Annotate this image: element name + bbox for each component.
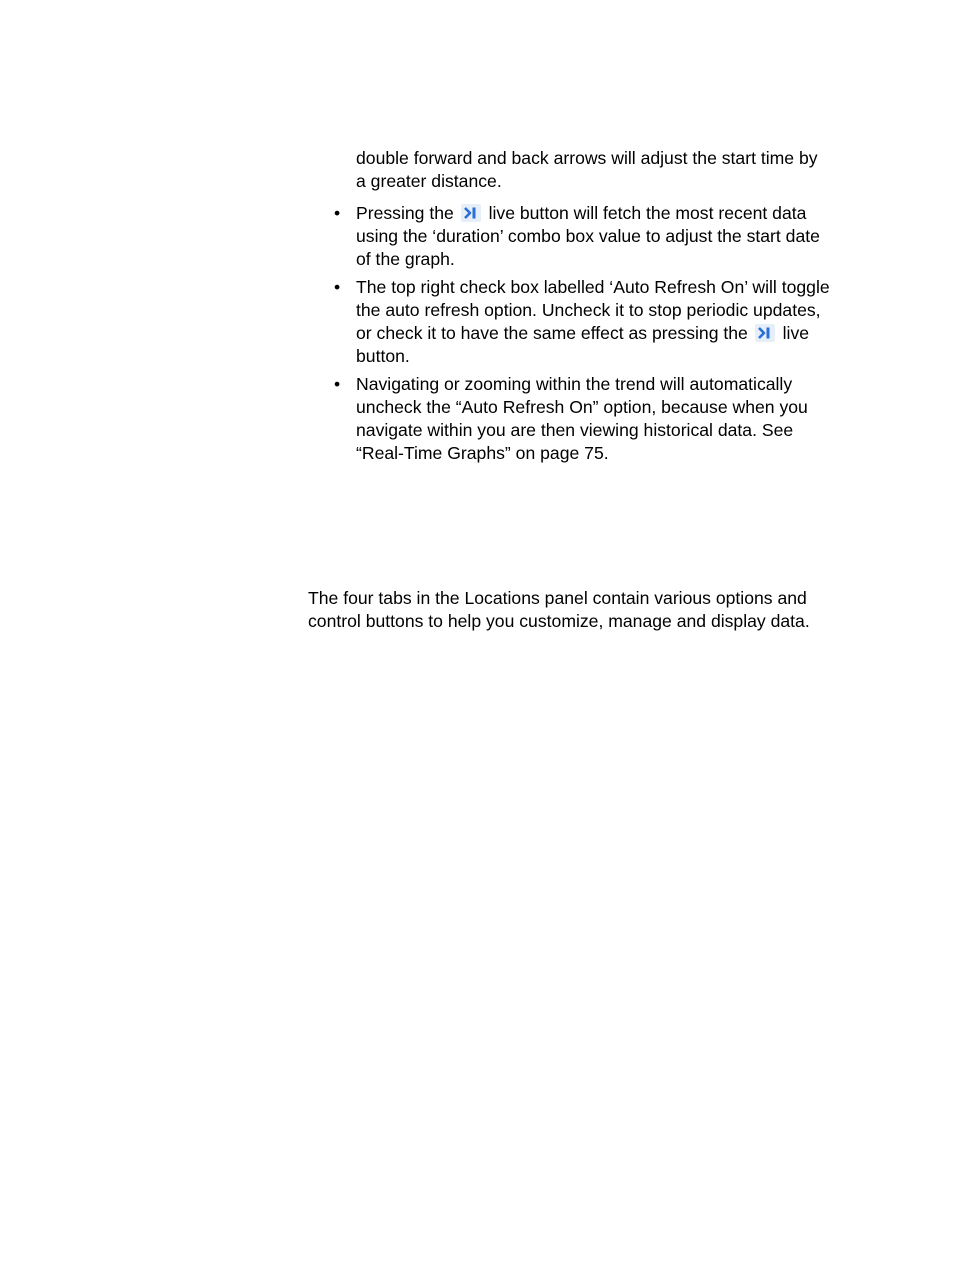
bullet-item-auto-refresh	[334, 276, 834, 368]
bullet-item-navigating	[334, 373, 834, 465]
live-button-icon	[755, 324, 775, 342]
bullet-text	[356, 276, 834, 368]
bullet-symbol: •	[334, 277, 341, 297]
bullet-symbol: •	[334, 203, 341, 223]
locations-panel-paragraph: The four tabs in the Locations panel contain various options and control buttons to help you customize, manage and display data.	[308, 588, 810, 631]
bullet-text-after-icon: live button.	[356, 323, 810, 366]
live-button-icon	[461, 204, 481, 222]
bullet-list	[334, 202, 834, 470]
bullet-text-after-icon: live button will fetch the most recent data using the ‘duration’ combo box value to adjust the start date of the graph.	[356, 203, 820, 269]
bullet-text	[356, 202, 834, 271]
bullet-symbol: •	[334, 374, 341, 394]
bullet-text: Navigating or zooming within the trend will automatically uncheck the “Auto Refresh On” option, because when you navigate within you are then viewing historical data. See “Real-Time Graphs” on page 75.	[356, 374, 808, 463]
continuation-paragraph: double forward and back arrows will adjust the start time by a greater distance.	[356, 148, 818, 191]
bullet-text-before-icon: Pressing the	[356, 203, 459, 223]
bullet-item-live-button	[334, 202, 834, 271]
bullet-text-before-icon: The top right check box labelled ‘Auto Refresh On’ will toggle the auto refresh option. Uncheck it to stop periodic updates, or check it to have the same effect as pressing the	[356, 277, 830, 343]
